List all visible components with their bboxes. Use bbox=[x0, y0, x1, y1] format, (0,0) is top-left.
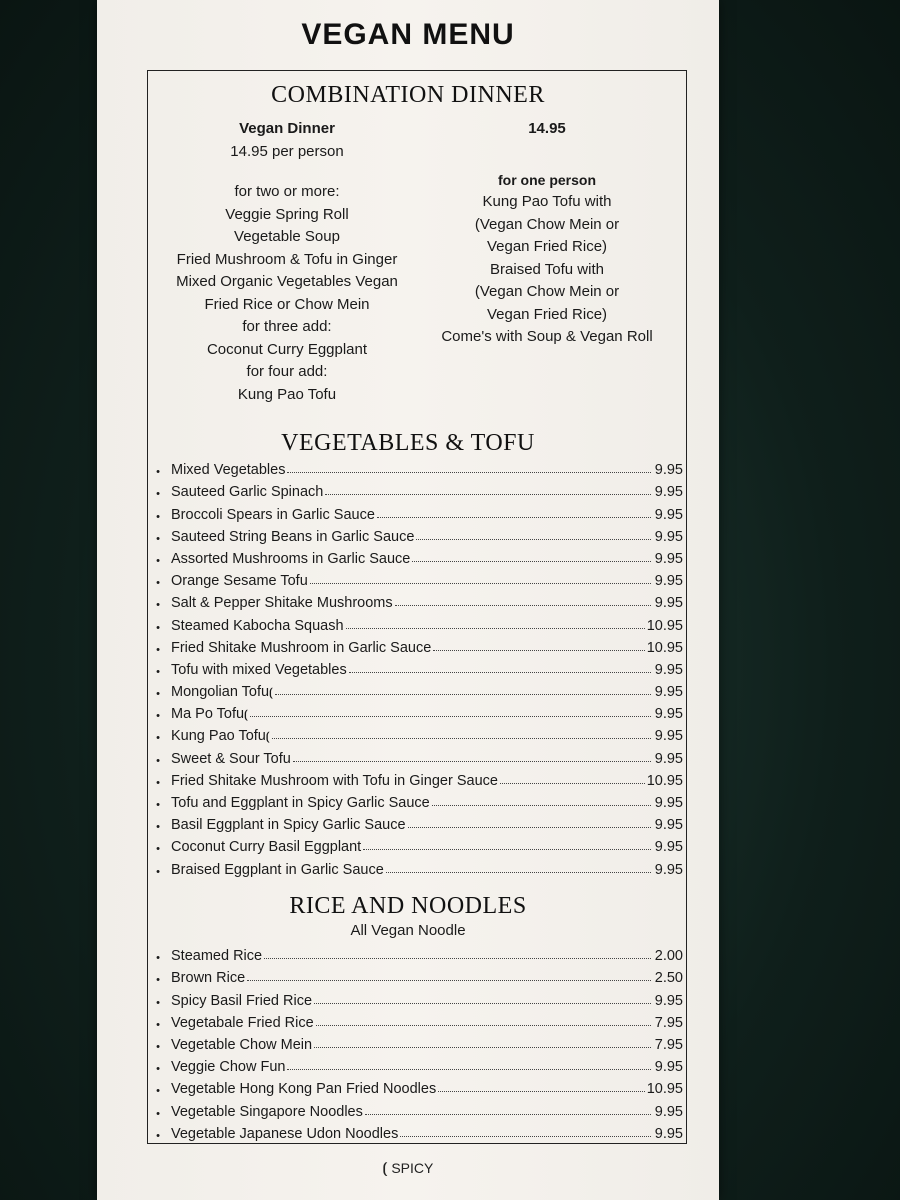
menu-item-name: Assorted Mushrooms in Garlic Sauce bbox=[171, 550, 411, 567]
menu-item-name: Vegetable Chow Mein bbox=[171, 1036, 313, 1053]
leader-dots bbox=[363, 849, 651, 850]
menu-item-name: Orange Sesame Tofu bbox=[171, 573, 308, 590]
combo-right-line: Kung Pao Tofu with bbox=[482, 193, 612, 210]
leader-dots bbox=[408, 827, 651, 828]
menu-item bbox=[147, 744, 687, 766]
menu-item-name: Fried Shitake Mushroom in Garlic Sauce bbox=[171, 639, 432, 656]
menu-item bbox=[147, 722, 687, 744]
menu-item-price: 10.95 bbox=[646, 1081, 683, 1098]
leader-dots bbox=[377, 517, 651, 518]
menu-item-name: Vegetable Hong Kong Pan Fried Noodles bbox=[171, 1081, 437, 1098]
spicy-legend-label: SPICY bbox=[391, 1160, 434, 1176]
bullet-icon: • bbox=[156, 974, 160, 987]
bullet-icon: • bbox=[156, 710, 160, 723]
menu-item-price: 2.00 bbox=[654, 948, 683, 965]
bullet-icon: • bbox=[156, 688, 160, 701]
menu-item-name: Tofu and Eggplant in Spicy Garlic Sauce bbox=[171, 795, 430, 811]
leader-dots bbox=[433, 650, 644, 651]
combo-right-line: Braised Tofu with bbox=[490, 260, 604, 278]
menu-item-price: 9.95 bbox=[654, 861, 683, 878]
combo-left-lines bbox=[152, 181, 422, 406]
menu-item bbox=[147, 478, 687, 500]
bullet-icon: • bbox=[156, 952, 160, 965]
bullet-icon: • bbox=[156, 996, 160, 1009]
menu-item-name: Veggie Chow Fun bbox=[171, 1059, 286, 1076]
menu-item-price: 9.95 bbox=[654, 839, 683, 856]
menu-item bbox=[147, 942, 687, 964]
leader-dots bbox=[365, 1114, 651, 1115]
menu-item-name: Sweet & Sour Tofu bbox=[171, 750, 291, 767]
menu-item-price: 9.95 bbox=[654, 750, 683, 767]
menu-item-name: Coconut Curry Basil Eggplant bbox=[171, 839, 362, 856]
bullet-icon: • bbox=[156, 1107, 160, 1120]
menu-item-name: Kung Pao Tofu bbox=[171, 728, 266, 745]
menu-item bbox=[147, 1009, 687, 1031]
menu-item-name: Sauteed String Beans in Garlic Sauce bbox=[171, 528, 415, 545]
menu-item bbox=[147, 833, 687, 855]
menu-item-price: 9.95 bbox=[654, 706, 683, 723]
menu-item-price: 9.95 bbox=[654, 817, 683, 834]
combo-right-line: Vegan Fried Rice) bbox=[486, 305, 608, 323]
leader-dots bbox=[316, 1025, 651, 1026]
leader-dots bbox=[287, 472, 651, 473]
combo-left-line: Kung Pao Tofu bbox=[237, 385, 337, 403]
menu-item-name: Tofu with mixed Vegetables bbox=[171, 661, 347, 678]
page-title: VEGAN MENU bbox=[301, 18, 515, 51]
leader-dots bbox=[310, 583, 651, 584]
rice-list bbox=[147, 942, 687, 1142]
menu-item-price: 10.95 bbox=[646, 772, 683, 789]
bullet-icon: • bbox=[156, 821, 160, 834]
menu-item bbox=[147, 523, 687, 545]
menu-item-price: 9.95 bbox=[654, 528, 683, 545]
combo-right-line: (Vegan Chow Mein or bbox=[474, 283, 620, 300]
menu-item-price: 9.95 bbox=[654, 573, 683, 590]
chili-pepper-icon: ⟮ bbox=[265, 731, 270, 744]
leader-dots bbox=[346, 628, 645, 629]
menu-item bbox=[147, 811, 687, 833]
spicy-legend bbox=[97, 1160, 719, 1177]
menu-item-name: Mixed Vegetables bbox=[171, 462, 286, 479]
menu-item bbox=[147, 589, 687, 611]
combo-right-line: Come's with Soup & Vegan Roll bbox=[441, 328, 653, 345]
combo-right-column bbox=[432, 118, 662, 349]
combo-left-line: for four add: bbox=[246, 363, 328, 380]
bullet-icon: • bbox=[156, 577, 160, 590]
bullet-icon: • bbox=[156, 665, 160, 678]
bullet-icon: • bbox=[156, 1085, 160, 1098]
vegetables-heading: VEGETABLES & TOFU bbox=[281, 430, 535, 456]
chili-pepper-icon: ⟮ bbox=[382, 1160, 388, 1176]
menu-item bbox=[147, 986, 687, 1008]
bullet-icon: • bbox=[156, 754, 160, 767]
menu-item bbox=[147, 611, 687, 633]
menu-item-price: 9.95 bbox=[654, 1059, 683, 1076]
leader-dots bbox=[272, 738, 651, 739]
menu-item-price: 9.95 bbox=[654, 992, 683, 1009]
combo-left-line: for three add: bbox=[242, 318, 332, 335]
menu-item bbox=[147, 1053, 687, 1075]
menu-item-name: Vegetable Japanese Udon Noodles bbox=[171, 1125, 399, 1142]
menu-item-price: 10.95 bbox=[646, 639, 683, 656]
bullet-icon: • bbox=[156, 488, 160, 501]
bullet-icon: • bbox=[156, 466, 160, 479]
menu-item bbox=[147, 789, 687, 811]
menu-item-name: Braised Eggplant in Garlic Sauce bbox=[171, 861, 384, 878]
leader-dots bbox=[395, 605, 651, 606]
bullet-icon: • bbox=[156, 1018, 160, 1031]
combo-right-line: (Vegan Chow Mein or bbox=[474, 215, 620, 233]
menu-item bbox=[147, 700, 687, 722]
leader-dots bbox=[500, 783, 645, 784]
chili-pepper-icon: ⟮ bbox=[244, 709, 248, 722]
menu-item bbox=[147, 634, 687, 656]
menu-item bbox=[147, 656, 687, 678]
menu-item-name: Fried Shitake Mushroom with Tofu in Ginger Sauce bbox=[171, 772, 498, 789]
leader-dots bbox=[325, 494, 651, 495]
leader-dots bbox=[314, 1047, 651, 1048]
leader-dots bbox=[264, 958, 651, 959]
menu-item bbox=[147, 545, 687, 567]
menu-item-price: 9.95 bbox=[654, 728, 683, 745]
bullet-icon: • bbox=[156, 1063, 160, 1076]
vegetables-list bbox=[147, 456, 687, 878]
bullet-icon: • bbox=[156, 532, 160, 545]
combo-price: 14.95 bbox=[528, 120, 566, 137]
bullet-icon: • bbox=[156, 1040, 160, 1053]
menu-item-price: 7.95 bbox=[654, 1036, 683, 1053]
menu-item-price: 7.95 bbox=[654, 1014, 683, 1031]
menu-item-name: Basil Eggplant in Spicy Garlic Sauce bbox=[171, 817, 406, 834]
combo-left-line: for two or more: bbox=[234, 183, 340, 200]
leader-dots bbox=[438, 1091, 644, 1092]
menu-item bbox=[147, 1031, 687, 1053]
menu-item bbox=[147, 855, 687, 877]
menu-item-name: Spicy Basil Fried Rice bbox=[171, 992, 313, 1009]
leader-dots bbox=[432, 805, 651, 806]
bullet-icon: • bbox=[156, 799, 160, 811]
combo-one-person-heading: for one person bbox=[497, 171, 596, 188]
combination-heading: COMBINATION DINNER bbox=[271, 82, 545, 108]
menu-item-name: Sauteed Garlic Spinach bbox=[171, 484, 324, 501]
bullet-icon: • bbox=[156, 643, 160, 656]
menu-item bbox=[147, 767, 687, 789]
rice-heading: RICE AND NOODLES bbox=[289, 893, 527, 919]
leader-dots bbox=[250, 716, 651, 717]
bullet-icon: • bbox=[156, 776, 160, 789]
combo-left-line: Vegetable Soup bbox=[234, 228, 340, 245]
bullet-icon: • bbox=[156, 554, 160, 567]
menu-item bbox=[147, 500, 687, 522]
menu-item-name: Vegetable Singapore Noodles bbox=[171, 1103, 363, 1120]
leader-dots bbox=[400, 1136, 651, 1137]
leader-dots bbox=[412, 561, 651, 562]
menu-item bbox=[147, 964, 687, 986]
leader-dots bbox=[287, 1069, 651, 1070]
menu-item-name: Vegetabale Fried Rice bbox=[171, 1014, 314, 1031]
menu-item-name: Broccoli Spears in Garlic Sauce bbox=[171, 506, 375, 523]
combo-vegan-dinner-name: Vegan Dinner bbox=[239, 120, 335, 137]
menu-item-price: 9.95 bbox=[654, 684, 683, 701]
bullet-icon: • bbox=[156, 1129, 160, 1142]
menu-item-name: Ma Po Tofu bbox=[171, 706, 245, 723]
menu-item bbox=[147, 567, 687, 589]
menu-item-price: 9.95 bbox=[654, 795, 683, 811]
menu-item-price: 2.50 bbox=[654, 970, 683, 987]
combo-right-lines bbox=[432, 191, 662, 349]
menu-item-name: Steamed Kabocha Squash bbox=[171, 617, 344, 634]
combo-left-line: Fried Rice or Chow Mein bbox=[204, 295, 370, 313]
leader-dots bbox=[293, 761, 651, 762]
menu-item bbox=[147, 1075, 687, 1097]
menu-item-name: Mongolian Tofu bbox=[171, 684, 270, 701]
menu-item-name: Brown Rice bbox=[171, 970, 246, 987]
bullet-icon: • bbox=[156, 510, 160, 523]
menu-item-price: 9.95 bbox=[654, 595, 683, 612]
menu-item-name: Salt & Pepper Shitake Mushrooms bbox=[171, 595, 393, 612]
menu-item-price: 9.95 bbox=[654, 462, 683, 479]
leader-dots bbox=[386, 872, 651, 873]
combo-left-line: Coconut Curry Eggplant bbox=[206, 340, 368, 358]
combo-left-line: Fried Mushroom & Tofu in Ginger bbox=[176, 250, 398, 268]
menu-item-name: Steamed Rice bbox=[171, 948, 263, 965]
combo-right-line: Vegan Fried Rice) bbox=[486, 238, 608, 255]
combo-left-line: Mixed Organic Vegetables Vegan bbox=[176, 273, 398, 290]
menu-item bbox=[147, 1097, 687, 1119]
menu-item bbox=[147, 678, 687, 700]
leader-dots bbox=[275, 694, 651, 695]
menu-item bbox=[147, 1120, 687, 1142]
menu-item-price: 10.95 bbox=[646, 617, 683, 634]
rice-subtitle: All Vegan Noodle bbox=[350, 922, 466, 939]
menu-item-price: 9.95 bbox=[654, 506, 683, 523]
menu-item-price: 9.95 bbox=[654, 661, 683, 678]
combo-left-line: Veggie Spring Roll bbox=[225, 205, 349, 223]
bullet-icon: • bbox=[156, 732, 160, 745]
menu-item-price: 9.95 bbox=[654, 550, 683, 567]
bullet-icon: • bbox=[156, 865, 160, 878]
menu-item bbox=[147, 456, 687, 478]
combo-left-column bbox=[152, 118, 422, 406]
bullet-icon: • bbox=[156, 599, 160, 612]
bullet-icon: • bbox=[156, 843, 160, 856]
chili-pepper-icon: ⟮ bbox=[269, 687, 273, 700]
leader-dots bbox=[247, 980, 651, 981]
bullet-icon: • bbox=[156, 621, 160, 634]
menu-item-price: 9.95 bbox=[654, 1103, 683, 1120]
leader-dots bbox=[314, 1003, 651, 1004]
leader-dots bbox=[416, 539, 651, 540]
combo-price-line: 14.95 per person bbox=[230, 142, 344, 160]
menu-item-price: 9.95 bbox=[654, 1125, 683, 1142]
menu-item-price: 9.95 bbox=[654, 484, 683, 501]
leader-dots bbox=[349, 672, 651, 673]
menu-card bbox=[97, 0, 719, 1200]
